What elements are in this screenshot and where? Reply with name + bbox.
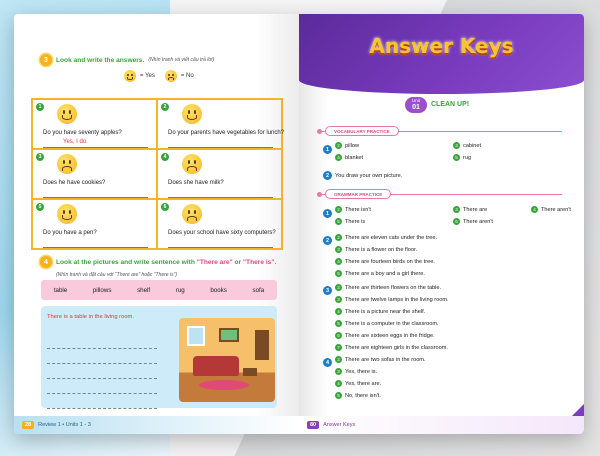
sad-face-icon — [57, 154, 77, 174]
question-cell — [32, 99, 157, 149]
exercise-3-heading — [40, 54, 214, 66]
grammar-answer — [335, 218, 365, 225]
sub-number: 5 — [335, 392, 342, 399]
grammar-answer — [453, 218, 493, 225]
left-footer — [14, 416, 299, 434]
grammar-answer — [335, 380, 381, 387]
sub-number: 6 — [453, 218, 460, 225]
question-number: 1 — [323, 145, 332, 154]
answer-text: blanket — [345, 154, 364, 161]
vocab-answer — [453, 154, 471, 161]
keyword-there-are: "There are" — [196, 258, 233, 266]
grammar-answer — [335, 258, 435, 265]
sub-number: 5 — [335, 218, 342, 225]
answer-text: There is — [345, 218, 366, 225]
cell-number: 3 — [36, 153, 44, 161]
page-title: Answer Keys — [369, 34, 514, 58]
vocab-answer — [335, 154, 363, 161]
table-image — [243, 368, 257, 376]
exercise-4-heading — [40, 256, 290, 278]
sad-face-icon — [182, 204, 202, 224]
answer-text: There is a flower on the floor. — [345, 246, 418, 253]
word-bank-item: shelf — [137, 286, 151, 294]
face-legend — [124, 70, 194, 82]
answer-text: There are sixteen eggs in the fridge. — [345, 332, 435, 339]
grammar-answer — [335, 320, 439, 327]
sub-number: 3 — [335, 296, 342, 303]
sub-number: 3 — [453, 142, 460, 149]
question-text: Do your parents have vegetables for lunch? — [168, 130, 285, 136]
answer-text: cabinet — [463, 142, 482, 149]
sofa-image — [193, 356, 239, 376]
unit-label: Unit — [411, 98, 420, 103]
keyword-there-is: "There is". — [242, 258, 277, 266]
unit-badge — [405, 97, 427, 113]
happy-face-icon — [57, 204, 77, 224]
word-bank-item: books — [210, 286, 227, 294]
section-dot — [317, 192, 322, 197]
question-text: Does she have milk? — [168, 180, 224, 186]
unit-number: 01 — [412, 104, 420, 111]
vocab-answer — [335, 142, 359, 149]
word-bank — [41, 280, 277, 300]
answer-text: There aren't — [463, 218, 493, 225]
answer-text: There are twelve lamps in the living room. — [345, 296, 449, 303]
answer-line[interactable] — [43, 147, 148, 148]
grammar-answer — [335, 246, 417, 253]
question-number: 4 — [323, 358, 332, 367]
rug-image — [199, 380, 249, 390]
sub-number: 5 — [453, 154, 460, 161]
grammar-question-q4 — [323, 358, 332, 367]
question-number: 2 — [323, 171, 332, 180]
grammar-answer — [335, 392, 381, 399]
answer-text: There are — [463, 206, 488, 213]
sad-face-icon — [165, 70, 177, 82]
question-number: 3 — [323, 286, 332, 295]
sub-number: 2 — [335, 234, 342, 241]
answer-text: pillow — [345, 142, 359, 149]
grammar-question-q1 — [323, 209, 332, 218]
grammar-answer — [335, 308, 425, 315]
vocab-question-1 — [323, 145, 332, 154]
sub-number: 2 — [335, 284, 342, 291]
answer-line[interactable] — [43, 197, 148, 198]
sad-face-icon — [182, 154, 202, 174]
sub-number: 3 — [453, 206, 460, 213]
exercise-title — [56, 259, 276, 266]
answer-text: There are fourteen birds on the tree. — [345, 258, 435, 265]
cell-number: 2 — [161, 103, 169, 111]
grammar-answer — [335, 206, 371, 213]
exercise-title-text: Look at the pictures and write sentence with — [56, 258, 197, 266]
answer-line[interactable] — [168, 197, 273, 198]
page-number: 80 — [307, 421, 319, 429]
word-bank-item: rug — [175, 286, 185, 294]
grammar-question-q3 — [323, 286, 332, 295]
footer-text: Answer Keys — [323, 422, 356, 428]
grammar-answer — [335, 270, 425, 277]
answer-line[interactable] — [168, 247, 273, 248]
open-book — [14, 14, 584, 434]
vocabulary-section-label: VOCABULARY PRACTICE — [325, 126, 399, 136]
right-footer — [299, 416, 584, 434]
answer-text: No, there isn't. — [345, 392, 381, 399]
question-number: 2 — [323, 236, 332, 245]
question-cell — [157, 99, 285, 149]
happy-face-icon — [182, 104, 202, 124]
vocab-answer — [453, 142, 481, 149]
question-number: 1 — [323, 209, 332, 218]
cell-number: 5 — [36, 203, 44, 211]
legend-no: = No — [180, 73, 194, 79]
answer-text: There are thirteen flowers on the table. — [345, 284, 442, 291]
sub-number: 7 — [335, 344, 342, 351]
question-text: Do you have seventy apples? — [43, 130, 122, 136]
answer-text: There isn't — [345, 206, 371, 213]
sub-number: 4 — [335, 154, 342, 161]
sub-number: 3 — [335, 368, 342, 375]
answer-keys-banner — [299, 14, 584, 94]
sub-number: 2 — [335, 206, 342, 213]
answer-text: rug — [463, 154, 472, 161]
grammar-answer — [335, 296, 449, 303]
right-page — [299, 14, 584, 434]
section-dot — [317, 129, 322, 134]
sub-number: 5 — [335, 320, 342, 327]
grammar-answer — [335, 368, 377, 375]
happy-face-icon — [57, 104, 77, 124]
writing-lines[interactable] — [47, 334, 157, 409]
grammar-question-q2 — [323, 236, 332, 245]
cell-number: 6 — [161, 203, 169, 211]
grammar-answer — [531, 206, 571, 213]
answer-text: Yes, there are. — [345, 380, 382, 387]
answer-text: There is a picture near the shelf. — [345, 308, 426, 315]
question-cell — [157, 149, 282, 199]
answer-line[interactable] — [43, 247, 148, 248]
sub-number: 3 — [335, 246, 342, 253]
word-bank-item: table — [53, 286, 68, 294]
question-text: Does your school have sixty computers? — [168, 230, 276, 236]
answer-text: There is a computer in the classroom. — [345, 320, 439, 327]
exercise-subtitle: (Nhìn tranh và viết câu trả lời) — [148, 57, 215, 63]
footer-text: Review 1 • Units 1 - 3 — [38, 422, 91, 428]
answer-text: Yes, there is. — [345, 368, 378, 375]
keyword-or: or — [232, 258, 243, 266]
exercise-title: Look and write the answers. — [56, 56, 145, 64]
answer-grid — [31, 98, 283, 250]
answer-line[interactable] — [168, 147, 273, 148]
question-cell — [32, 149, 157, 199]
answer-text: There aren't — [541, 206, 571, 213]
question-text: Do you have a pen? — [43, 230, 97, 236]
question-text: Does he have cookies? — [43, 180, 106, 186]
answer-text: There are eleven cats under the tree. — [345, 234, 438, 241]
vocab-question-2 — [323, 171, 402, 180]
sub-number: 4 — [335, 308, 342, 315]
exercise-subtitle: (Nhìn tranh và đặt câu với "There are" hoặc "There is") — [56, 272, 178, 278]
grammar-answer — [335, 284, 441, 291]
sub-number: 6 — [335, 332, 342, 339]
unit-name: CLEAN UP! — [431, 101, 470, 108]
word-bank-item: sofa — [252, 286, 265, 294]
grammar-section-label: GRAMMAR PRACTICE — [325, 189, 391, 199]
shelf-image — [255, 330, 269, 360]
sub-number: 2 — [335, 142, 342, 149]
answer-text: Yes, I do. — [63, 139, 88, 145]
answer-text: There are two sofas in the room. — [345, 356, 426, 363]
question-cell — [157, 199, 282, 249]
cell-number: 4 — [161, 153, 169, 161]
sub-number: 4 — [335, 258, 342, 265]
cell-number: 1 — [36, 103, 44, 111]
grammar-answer — [335, 234, 437, 241]
answer-text: You draw your own picture. — [335, 172, 403, 179]
wall-picture-image — [219, 328, 239, 342]
sub-number: 4 — [531, 206, 538, 213]
exercise-number-badge: 4 — [40, 256, 52, 268]
question-cell — [32, 199, 157, 249]
living-room-illustration — [179, 318, 275, 402]
sub-number: 5 — [335, 270, 342, 277]
exercise-number-badge: 3 — [40, 54, 52, 66]
legend-yes: = Yes — [140, 73, 155, 79]
sub-number: 2 — [335, 356, 342, 363]
grammar-answer — [335, 344, 448, 351]
grammar-answer — [453, 206, 487, 213]
happy-face-icon — [124, 70, 136, 82]
left-page — [14, 14, 299, 434]
example-sentence: There is a table in the living room. — [47, 314, 134, 320]
sub-number: 4 — [335, 380, 342, 387]
window-image — [187, 326, 205, 346]
grammar-answer — [335, 356, 426, 363]
writing-area — [41, 306, 277, 408]
answer-text: There are a boy and a girl there. — [345, 270, 425, 277]
grammar-answer — [335, 332, 435, 339]
answer-text: There are eighteen girls in the classroom. — [345, 344, 448, 351]
word-bank-item: pillows — [92, 286, 112, 294]
page-number: 28 — [22, 421, 34, 429]
